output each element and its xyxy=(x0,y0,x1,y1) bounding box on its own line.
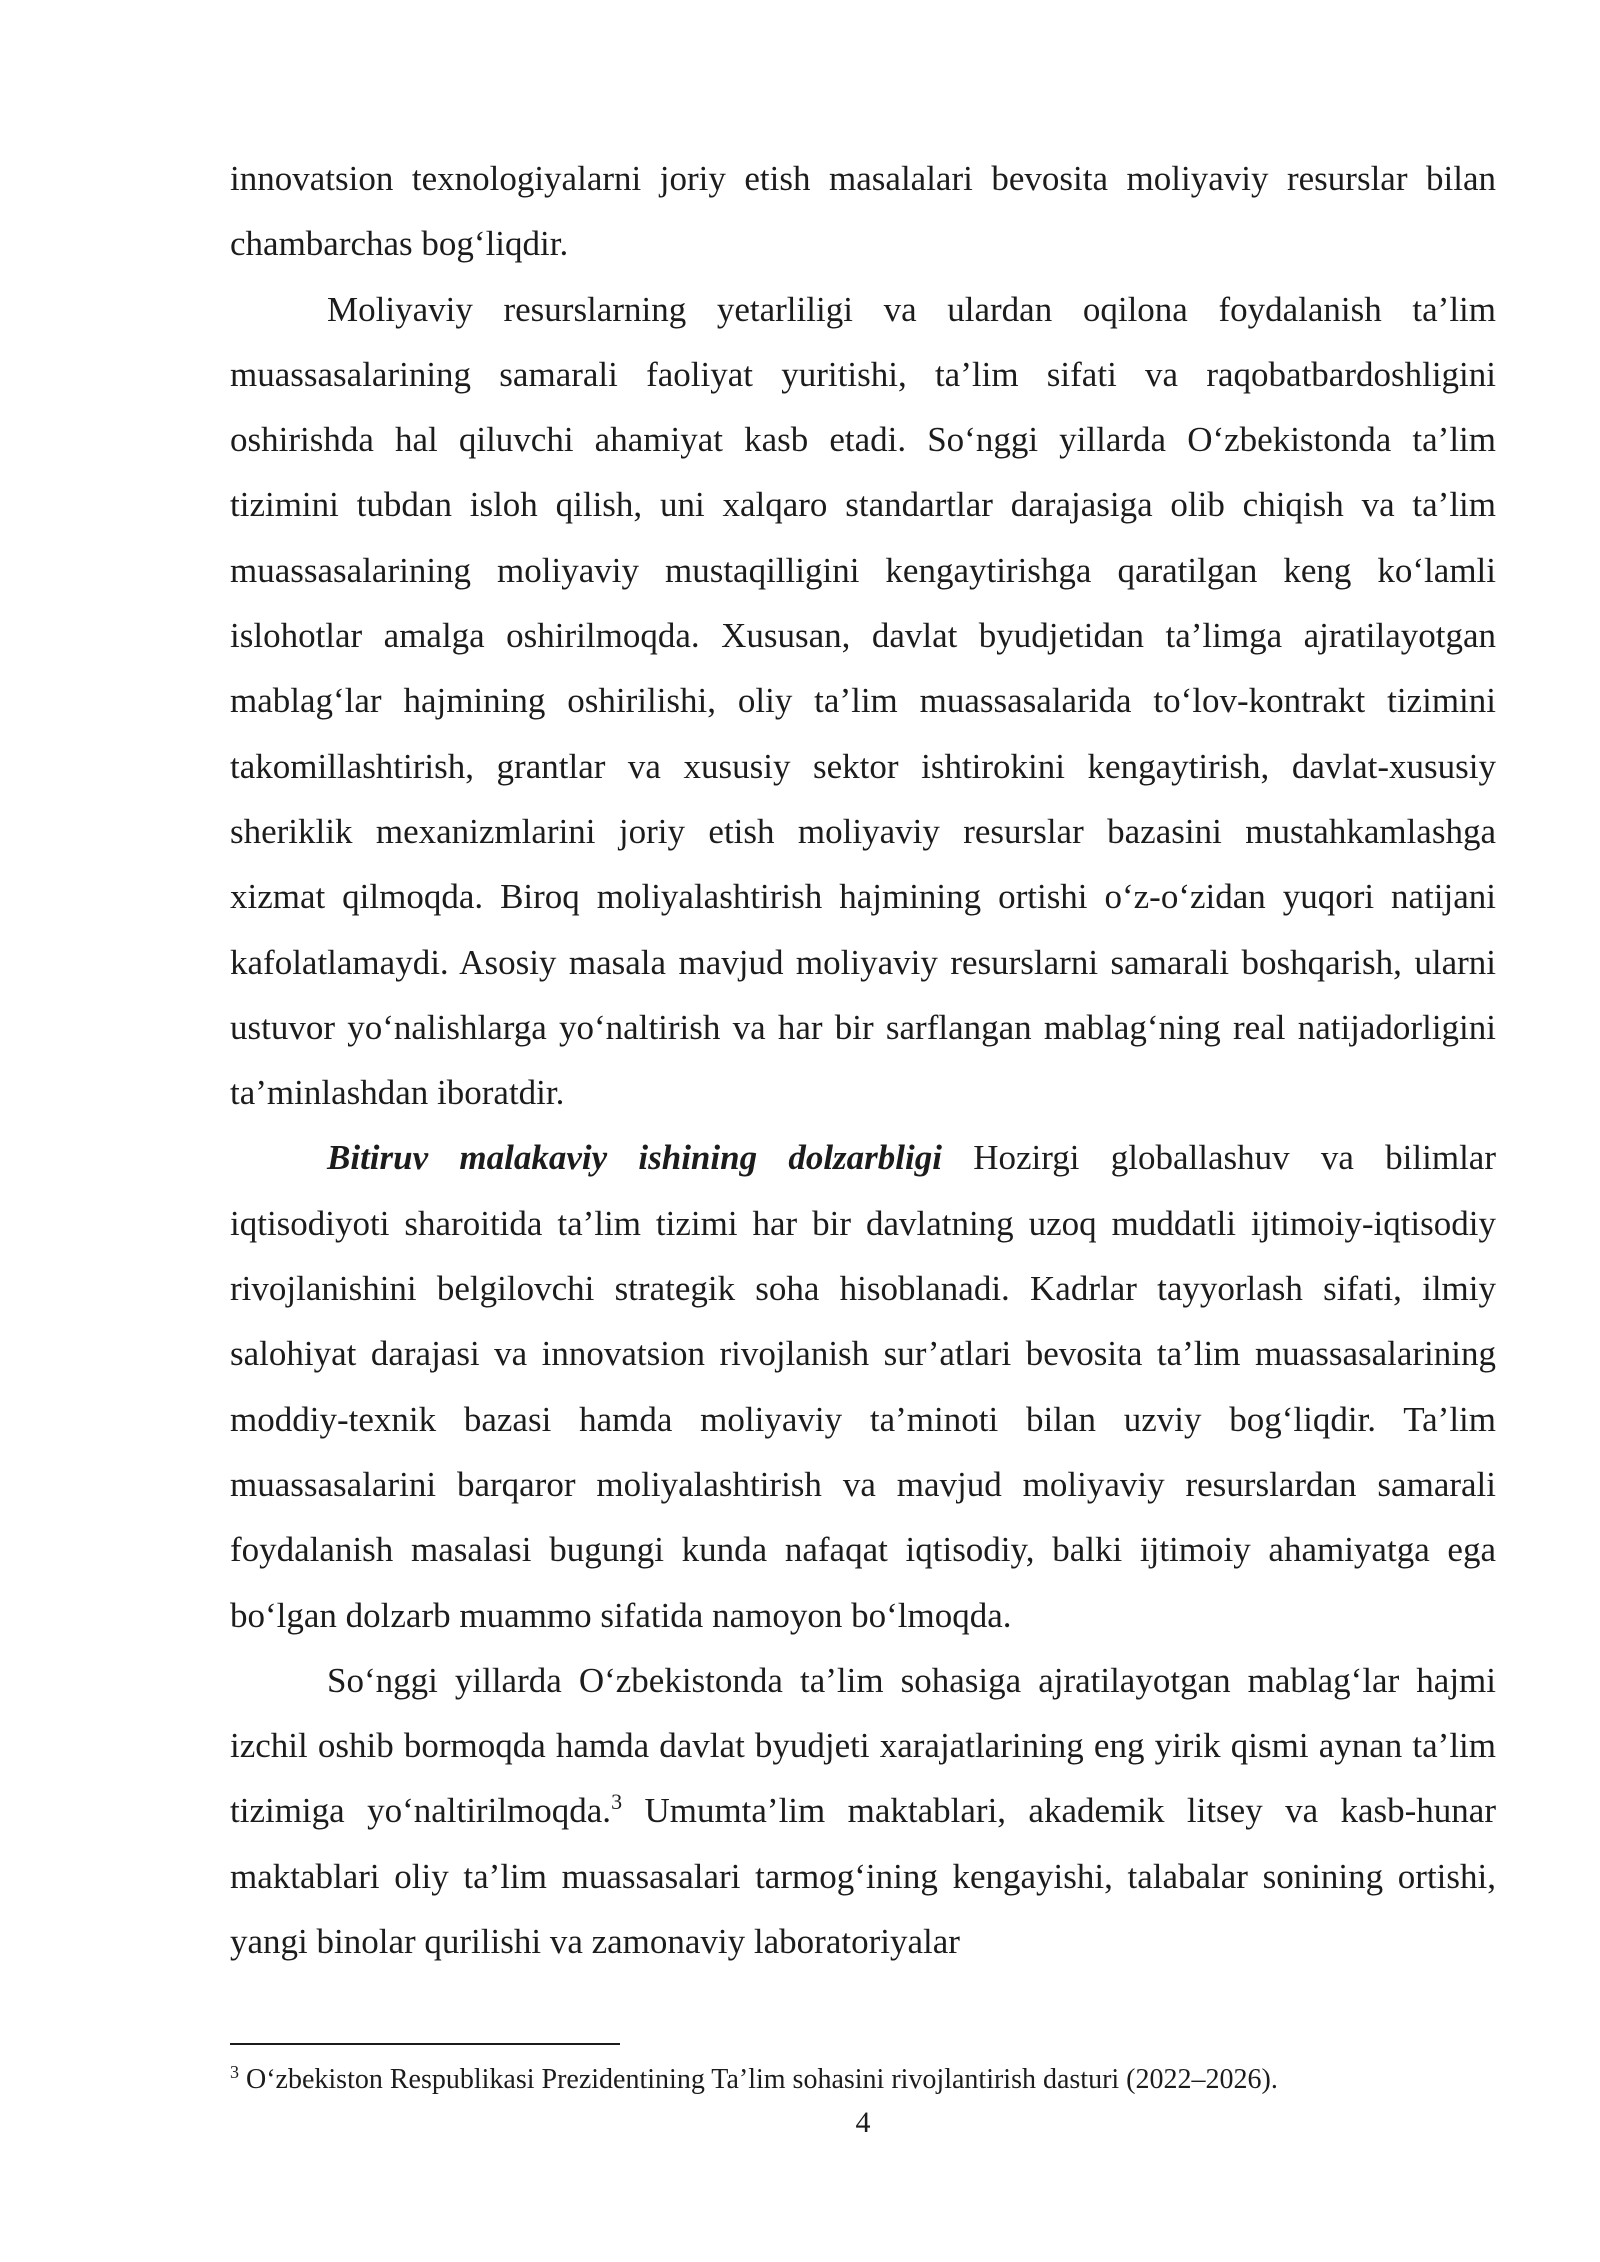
page-number: 4 xyxy=(855,2106,871,2139)
footnote-separator xyxy=(230,2043,620,2045)
footnote-marker: 3 xyxy=(230,2062,239,2082)
relevance-text: Hozirgi globallashuv va bilimlar iqtisodiyoti sharoitida ta’lim tizimi har bir davlatning uzoq muddatli ijtimoiy-iqtisodiy rivojlanishini belgilovchi strategik soha hisoblanadi. Kadrlar tayyorlash sifati, ilmiy salohiyat darajasi va innovatsion rivojlanish sur’atlari bevosita ta’lim muassasalarining moddiy-texnik bazasi hamda moliyaviy ta’minoti bilan uzviy bog‘liqdir. Ta’lim muassasalarini barqaror moliyalashtirish va mavjud moliyaviy resurslardan samarali foydalanish masalasi bugungi kunda nafaqat iqtisodiy, balki ijtimoiy ahamiyatga ega bo‘lgan dolzarb muammo sifatida namoyon bo‘lmoqda. xyxy=(230,1138,1496,1635)
paragraph-relevance xyxy=(230,1125,1496,1647)
footnote-reference[interactable]: 3 xyxy=(611,1789,623,1815)
footnote xyxy=(230,2062,1496,2098)
footnote-text: O‘zbekiston Respublikasi Prezidentining Ta’lim sohasini rivojlantirish dasturi (2022–2026). xyxy=(239,2064,1278,2095)
main-text xyxy=(230,146,1496,1974)
paragraph-budget-allocation xyxy=(230,1648,1496,1974)
relevance-heading: Bitiruv malakaviy ishining dolzarbligi xyxy=(327,1138,942,1178)
paragraph-financial-resources: Moliyaviy resurslarning yetarliligi va ulardan oqilona foydalanish ta’lim muassasalarining samarali faoliyat yuritishi, ta’lim sifati va raqobatbardoshligini oshirishda hal qiluvchi ahamiyat kasb etadi. So‘nggi yillarda O‘zbekistonda ta’lim tizimini tubdan isloh qilish, uni xalqaro standartlar darajasiga olib chiqish va ta’lim muassasalarining moliyaviy mustaqilligini kengaytirishga qaratilgan keng ko‘lamli islohotlar amalga oshirilmoqda. Xususan, davlat byudjetidan ta’limga ajratilayotgan mablag‘lar hajmining oshirilishi, oliy ta’lim muassasalarida to‘lov-kontrakt tizimini takomillashtirish, grantlar va xususiy sektor ishtirokini kengaytirish, davlat-xususiy sheriklik mexanizmlarini joriy etish moliyaviy resurslar bazasini mustahkamlashga xizmat qilmoqda. Biroq moliyalashtirish hajmining ortishi o‘z-o‘zidan yuqori natijani kafolatlamaydi. Asosiy masala mavjud moliyaviy resurslarni samarali boshqarish, ularni ustuvor yo‘nalishlarga yo‘naltirish va har bir sarflangan mablag‘ning real natijadorligini ta’minlashdan iboratdir. xyxy=(230,289,1496,1113)
budget-text-after-ref: Umumta’lim maktablari, akademik litsey va kasb-hunar maktablari oliy ta’lim muassasalari tarmog‘ining kengayishi, talabalar sonining ortishi, yangi binolar qurilishi va zamonaviy laboratoriyalar xyxy=(230,1791,1496,1962)
paragraph-continuation: innovatsion texnologiyalarni joriy etish masalalari bevosita moliyaviy resurslar bilan chambarchas bog‘liqdir. xyxy=(230,159,1496,264)
budget-text-before-ref: So‘nggi yillarda O‘zbekistonda ta’lim sohasiga ajratilayotgan mablag‘lar hajmi izchil oshib bormoqda hamda davlat byudjeti xarajatlarining eng yirik qismi aynan ta’lim tizimiga yo‘naltirilmoqda. xyxy=(230,1660,1496,1831)
